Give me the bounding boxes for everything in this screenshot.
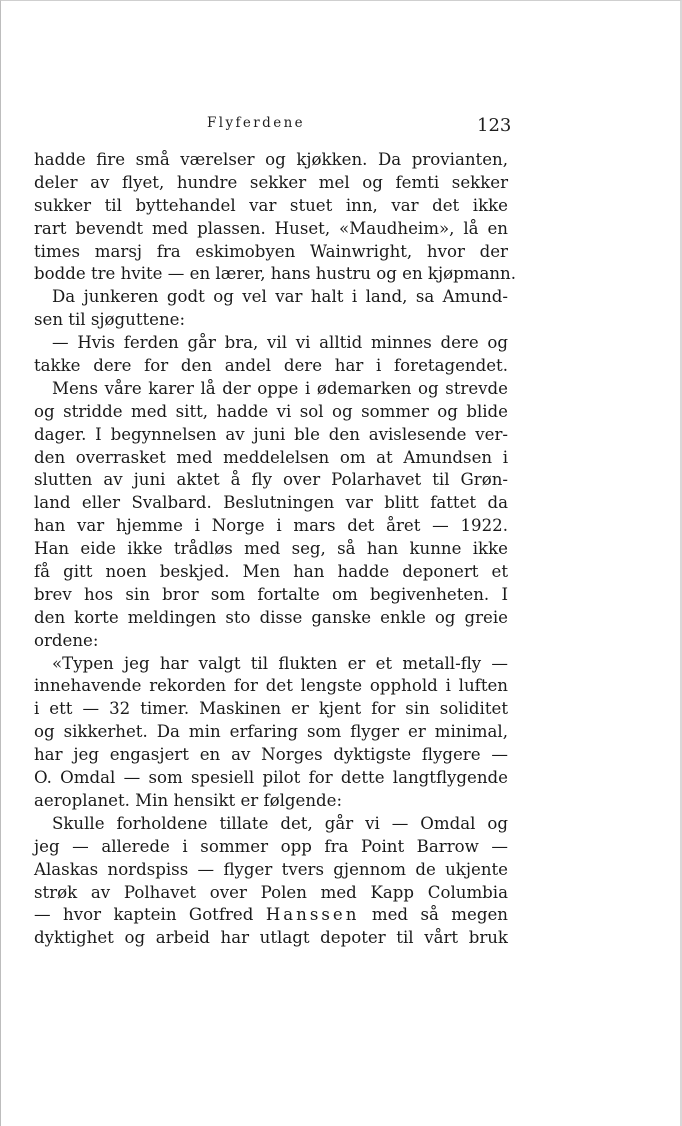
text-line: brev hos sin bror som fortalte om begivenheten. I bbox=[34, 584, 508, 604]
body-text bbox=[34, 149, 517, 950]
text-line: — Hvis ferden går bra, vil vi alltid minnes dere og bbox=[52, 333, 508, 353]
text-line: dager. I begynnelsen av juni ble den avislesende ver- bbox=[34, 424, 508, 444]
text-line: i ett — 32 timer. Maskinen er kjent for sin soliditet bbox=[34, 699, 508, 719]
text-segment: med så megen bbox=[359, 905, 508, 925]
text-line: Da junkeren godt og vel var halt i land, sa Amund- bbox=[52, 287, 508, 307]
text-line: land eller Svalbard. Beslutningen var blitt fattet da bbox=[34, 493, 508, 513]
text-line: innehavende rekorden for det lengste opphold i luften bbox=[34, 676, 508, 696]
text-line: aeroplanet. Min hensikt er følgende: bbox=[34, 790, 343, 810]
text-line: hadde fire små værelser og kjøkken. Da provianten, bbox=[34, 150, 508, 169]
text-line: takke dere for den andel dere har i foretagendet. bbox=[34, 356, 508, 376]
text-line: og stridde med sitt, hadde vi sol og sommer og blide bbox=[34, 401, 508, 421]
text-line: «Typen jeg har valgt til flukten er et metall-fly — bbox=[52, 653, 508, 673]
text-line: Han eide ikke trådløs med seg, så han kunne ikke bbox=[34, 539, 508, 559]
text-line bbox=[34, 904, 508, 927]
text-line: dyktighet og arbeid har utlagt depoter til vårt bruk bbox=[34, 928, 508, 948]
spaced-name: Hanssen bbox=[265, 905, 360, 925]
text-segment: — hvor kaptein Gotfred bbox=[34, 905, 266, 925]
text-line: sukker til byttehandel var stuet inn, var det ikke bbox=[34, 195, 508, 215]
text-line: Skulle forholdene tillate det, går vi — Omdal og bbox=[52, 813, 508, 833]
text-line: den korte meldingen sto disse ganske enkle og greie bbox=[34, 607, 508, 627]
text-line: og sikkerhet. Da min erfaring som flyger er minimal, bbox=[34, 722, 508, 742]
text-line: bodde tre hvite — en lærer, hans hustru og en kjøpmann. bbox=[34, 264, 517, 284]
text-line: deler av flyet, hundre sekker mel og femti sekker bbox=[34, 172, 508, 192]
text-line: Mens våre karer lå der oppe i ødemarken og strevde bbox=[52, 378, 508, 398]
text-line: få gitt noen beskjed. Men han hadde deponert et bbox=[34, 562, 508, 582]
page-number: 123 bbox=[477, 115, 512, 136]
text-line: har jeg engasjert en av Norges dyktigste flygere — bbox=[34, 745, 508, 765]
text-line: strøk av Polhavet over Polen med Kapp Columbia bbox=[34, 882, 508, 902]
text-line: ordene: bbox=[34, 630, 99, 650]
text-line: slutten av juni aktet å fly over Polarhavet til Grøn- bbox=[34, 470, 508, 490]
text-line: den overrasket med meddelelsen om at Amundsen i bbox=[34, 447, 508, 467]
text-line: Alaskas nordspiss — flyger tvers gjennom de ukjente bbox=[34, 859, 508, 879]
text-line: rart bevendt med plassen. Huset, «Maudheim», lå en bbox=[34, 218, 508, 238]
text-line: sen til sjøguttene: bbox=[34, 310, 186, 330]
text-line: han var hjemme i Norge i mars det året — 1922. bbox=[34, 516, 508, 536]
text-line: times marsj fra eskimobyen Wainwright, hvor der bbox=[34, 241, 508, 261]
text-line: O. Omdal — som spesiell pilot for dette langtflygende bbox=[34, 768, 508, 788]
text-line: jeg — allerede i sommer opp fra Point Barrow — bbox=[34, 836, 508, 856]
running-title: Flyferdene bbox=[207, 115, 306, 131]
